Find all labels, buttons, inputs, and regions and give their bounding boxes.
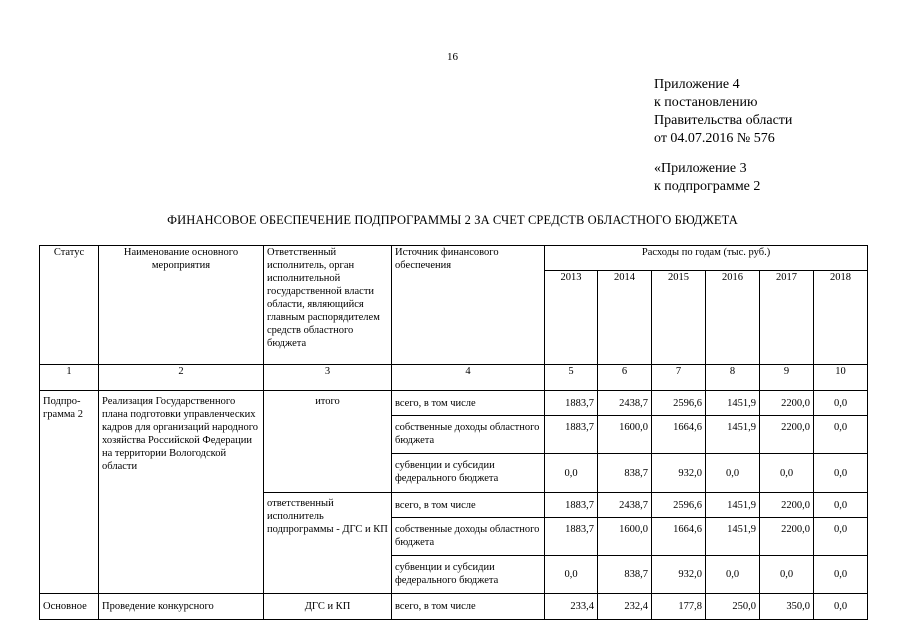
source-cell: собственные доходы областного бюджета (392, 518, 545, 556)
header-year: 2016 (706, 271, 760, 365)
value-cell: 2438,7 (598, 391, 652, 416)
value-cell: 838,7 (598, 454, 652, 493)
value-cell: 250,0 (706, 594, 760, 620)
column-number: 4 (392, 365, 545, 391)
header-name: Наименование основного мероприятия (99, 246, 264, 365)
header-expenses: Расходы по годам (тыс. руб.) (545, 246, 868, 271)
value-cell: 1451,9 (706, 493, 760, 518)
document-title: ФИНАНСОВОЕ ОБЕСПЕЧЕНИЕ ПОДПРОГРАММЫ 2 ЗА СЧЕТ СРЕДСТВ ОБЛАСТНОГО БЮДЖЕТА (167, 213, 738, 227)
value-cell: 1600,0 (598, 416, 652, 454)
header-executor: Ответственный исполнитель, орган исполнительной государственной власти области, являющийся главным распорядителем средств областного бюджета (264, 246, 392, 365)
column-number: 2 (99, 365, 264, 391)
column-number: 3 (264, 365, 392, 391)
header-source: Источник финансового обеспечения (392, 246, 545, 365)
value-cell: 0,0 (814, 416, 868, 454)
value-cell: 0,0 (706, 454, 760, 493)
page-number: 16 (447, 51, 458, 63)
value-cell: 1600,0 (598, 518, 652, 556)
appendix-line: Приложение 4 (654, 77, 740, 92)
header-year: 2018 (814, 271, 868, 365)
value-cell: 2596,6 (652, 391, 706, 416)
value-cell: 0,0 (545, 454, 598, 493)
appendix-gap (654, 148, 792, 160)
value-cell: 0,0 (814, 454, 868, 493)
source-cell: субвенции и субсидии федерального бюджета (392, 454, 545, 493)
financing-table (39, 245, 868, 620)
executor-cell: ДГС и КП (264, 594, 392, 620)
activity-name-cell: Реализация Государственного плана подготовки управленческих кадров для организаций народного хозяйства Российской Федерации на территории Вологодской области (99, 391, 264, 594)
value-cell: 2200,0 (760, 416, 814, 454)
appendix-block (654, 76, 792, 196)
value-cell: 0,0 (814, 391, 868, 416)
value-cell: 1451,9 (706, 416, 760, 454)
value-cell: 1664,6 (652, 518, 706, 556)
executor-cell: итого (264, 391, 392, 493)
value-cell: 0,0 (814, 556, 868, 594)
value-cell: 1451,9 (706, 518, 760, 556)
appendix-line: от 04.07.2016 № 576 (654, 131, 775, 146)
column-number: 6 (598, 365, 652, 391)
status-cell: Основное (40, 594, 99, 620)
value-cell: 1883,7 (545, 416, 598, 454)
value-cell: 177,8 (652, 594, 706, 620)
appendix-line: к постановлению (654, 95, 758, 110)
source-cell: всего, в том числе (392, 594, 545, 620)
column-number: 10 (814, 365, 868, 391)
value-cell: 1664,6 (652, 416, 706, 454)
value-cell: 233,4 (545, 594, 598, 620)
value-cell: 1883,7 (545, 391, 598, 416)
value-cell: 0,0 (760, 556, 814, 594)
source-cell: субвенции и субсидии федерального бюджета (392, 556, 545, 594)
value-cell: 350,0 (760, 594, 814, 620)
value-cell: 838,7 (598, 556, 652, 594)
column-number: 1 (40, 365, 99, 391)
value-cell: 0,0 (760, 454, 814, 493)
value-cell: 0,0 (814, 518, 868, 556)
header-year: 2013 (545, 271, 598, 365)
value-cell: 1883,7 (545, 518, 598, 556)
value-cell: 0,0 (706, 556, 760, 594)
header-year: 2017 (760, 271, 814, 365)
column-number: 8 (706, 365, 760, 391)
appendix-line: Правительства области (654, 113, 793, 128)
value-cell: 1451,9 (706, 391, 760, 416)
value-cell: 0,0 (814, 493, 868, 518)
value-cell: 2596,6 (652, 493, 706, 518)
header-status: Статус (40, 246, 99, 365)
status-cell: Подпро-грамма 2 (40, 391, 99, 594)
value-cell: 2200,0 (760, 518, 814, 556)
activity-name-cell: Проведение конкурсного (99, 594, 264, 620)
value-cell: 232,4 (598, 594, 652, 620)
value-cell: 2200,0 (760, 391, 814, 416)
value-cell: 1883,7 (545, 493, 598, 518)
appendix-line: «Приложение 3 (654, 161, 747, 176)
column-number: 9 (760, 365, 814, 391)
header-year: 2014 (598, 271, 652, 365)
source-cell: всего, в том числе (392, 493, 545, 518)
value-cell: 932,0 (652, 454, 706, 493)
source-cell: собственные доходы областного бюджета (392, 416, 545, 454)
value-cell: 2438,7 (598, 493, 652, 518)
appendix-line: к подпрограмме 2 (654, 179, 761, 194)
header-year: 2015 (652, 271, 706, 365)
value-cell: 0,0 (814, 594, 868, 620)
executor-cell: ответственный исполнитель подпрограммы - ДГС и КП (264, 493, 392, 594)
value-cell: 0,0 (545, 556, 598, 594)
column-number: 5 (545, 365, 598, 391)
source-cell: всего, в том числе (392, 391, 545, 416)
column-number: 7 (652, 365, 706, 391)
value-cell: 932,0 (652, 556, 706, 594)
value-cell: 2200,0 (760, 493, 814, 518)
